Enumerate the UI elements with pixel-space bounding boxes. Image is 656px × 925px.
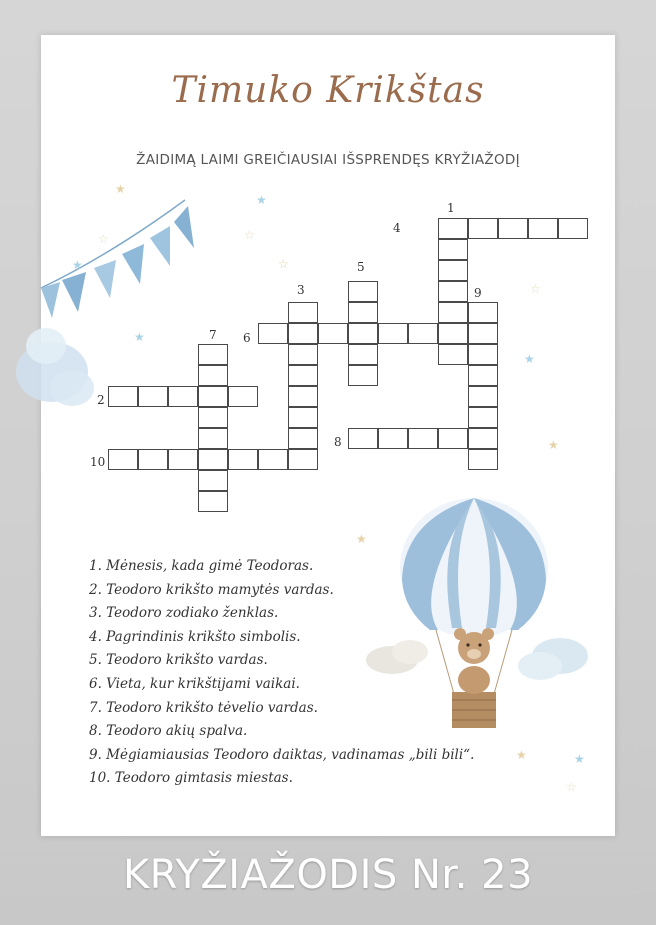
star-icon: ★ [256,193,267,207]
crossword-cell[interactable] [318,323,348,344]
crossword-cell[interactable] [438,323,468,344]
crossword-cell[interactable] [468,218,498,239]
crossword-cell[interactable] [108,386,138,407]
crossword-cell[interactable] [468,323,498,344]
crossword-cell[interactable] [198,449,228,470]
clue-item: 5. Teodoro krikšto vardas. [89,652,268,669]
crossword-cell[interactable] [438,344,468,365]
star-icon: ☆ [98,232,109,246]
crossword-cell[interactable] [438,260,468,281]
crossword-cell[interactable] [408,428,438,449]
crossword-cell[interactable] [438,239,468,260]
clue-number: 10 [90,455,106,469]
crossword-cell[interactable] [228,386,258,407]
crossword-cell[interactable] [288,302,318,323]
crossword-cell[interactable] [198,365,228,386]
clue-item: 8. Teodoro akių spalva. [89,723,248,740]
crossword-cell[interactable] [198,344,228,365]
crossword-cell[interactable] [198,428,228,449]
crossword-cell[interactable] [468,449,498,470]
star-icon: ☆ [278,257,289,271]
crossword-cell[interactable] [288,365,318,386]
clue-item: 2. Teodoro krikšto mamytės vardas. [89,581,334,598]
crossword-cell[interactable] [348,323,378,344]
crossword-cell[interactable] [198,407,228,428]
clue-number: 1 [447,201,455,215]
crossword-cell[interactable] [438,218,468,239]
clue-number: 2 [97,393,105,407]
crossword-cell[interactable] [288,323,318,344]
crossword-cell[interactable] [468,386,498,407]
crossword-cell[interactable] [558,218,588,239]
star-icon: ☆ [530,282,541,296]
crossword-cell[interactable] [348,428,378,449]
star-icon: ★ [72,258,83,272]
star-icon: ★ [115,182,126,196]
crossword-cell[interactable] [468,428,498,449]
clue-number: 8 [334,435,342,449]
crossword-cell[interactable] [348,365,378,386]
clue-number: 6 [243,331,251,345]
clue-list [89,555,474,791]
crossword-cell[interactable] [468,407,498,428]
clue-number: 9 [474,286,482,300]
star-icon: ★ [134,330,145,344]
crossword-cell[interactable] [198,470,228,491]
page-subtitle: ŽAIDIMĄ LAIMI GREIČIAUSIAI IŠSPRENDĘS KRYŽIAŽODĮ [136,152,520,168]
crossword-cell[interactable] [378,323,408,344]
crossword-cell[interactable] [288,344,318,365]
crossword-cell[interactable] [168,449,198,470]
crossword-cell[interactable] [198,386,228,407]
crossword-cell[interactable] [438,428,468,449]
star-icon: ☆ [244,228,255,242]
crossword-cell[interactable] [468,302,498,323]
crossword-cell[interactable] [108,449,138,470]
clue-item: 1. Mėnesis, kada gimė Teodoras. [89,558,314,574]
crossword-cell[interactable] [468,365,498,386]
crossword-cell[interactable] [288,428,318,449]
crossword-cell[interactable] [288,449,318,470]
clue-item: 9. Mėgiamiausias Teodoro daiktas, vadinamas „bili bili“. [89,746,475,763]
clue-number: 3 [297,283,305,297]
star-icon: ☆ [566,780,577,794]
clue-item: 3. Teodoro zodiako ženklas. [89,605,279,622]
crossword-cell[interactable] [498,218,528,239]
crossword-cell[interactable] [228,449,258,470]
clue-number: 5 [357,260,365,274]
crossword-cell[interactable] [468,344,498,365]
star-icon: ★ [516,748,527,762]
crossword-cell[interactable] [288,386,318,407]
star-icon: ★ [356,532,367,546]
crossword-cell[interactable] [438,302,468,323]
star-icon: ★ [524,352,535,366]
crossword-cell[interactable] [168,386,198,407]
crossword-cell[interactable] [198,491,228,512]
clue-item: 10. Teodoro gimtasis miestas. [89,770,293,787]
crossword-cell[interactable] [348,281,378,302]
clue-item: 4. Pagrindinis krikšto simbolis. [89,628,301,645]
crossword-cell[interactable] [378,428,408,449]
clue-number: 7 [209,328,217,342]
crossword-cell[interactable] [348,302,378,323]
clue-item: 7. Teodoro krikšto tėvelio vardas. [89,699,318,716]
star-icon: ★ [574,752,585,766]
crossword-cell[interactable] [258,323,288,344]
footer-label: KRYŽIAŽODIS Nr. 23 [122,852,534,898]
crossword-cell[interactable] [438,281,468,302]
crossword-cell[interactable] [258,449,288,470]
crossword-cell[interactable] [408,323,438,344]
crossword-cell[interactable] [528,218,558,239]
crossword-cell[interactable] [138,386,168,407]
star-icon: ★ [548,438,559,452]
clue-number: 4 [393,221,401,235]
page-title: Timuko Krikštas [171,70,485,111]
crossword-cell[interactable] [138,449,168,470]
crossword-cell[interactable] [348,344,378,365]
crossword-cell[interactable] [288,407,318,428]
clue-item: 6. Vieta, kur krikštijami vaikai. [89,675,300,692]
